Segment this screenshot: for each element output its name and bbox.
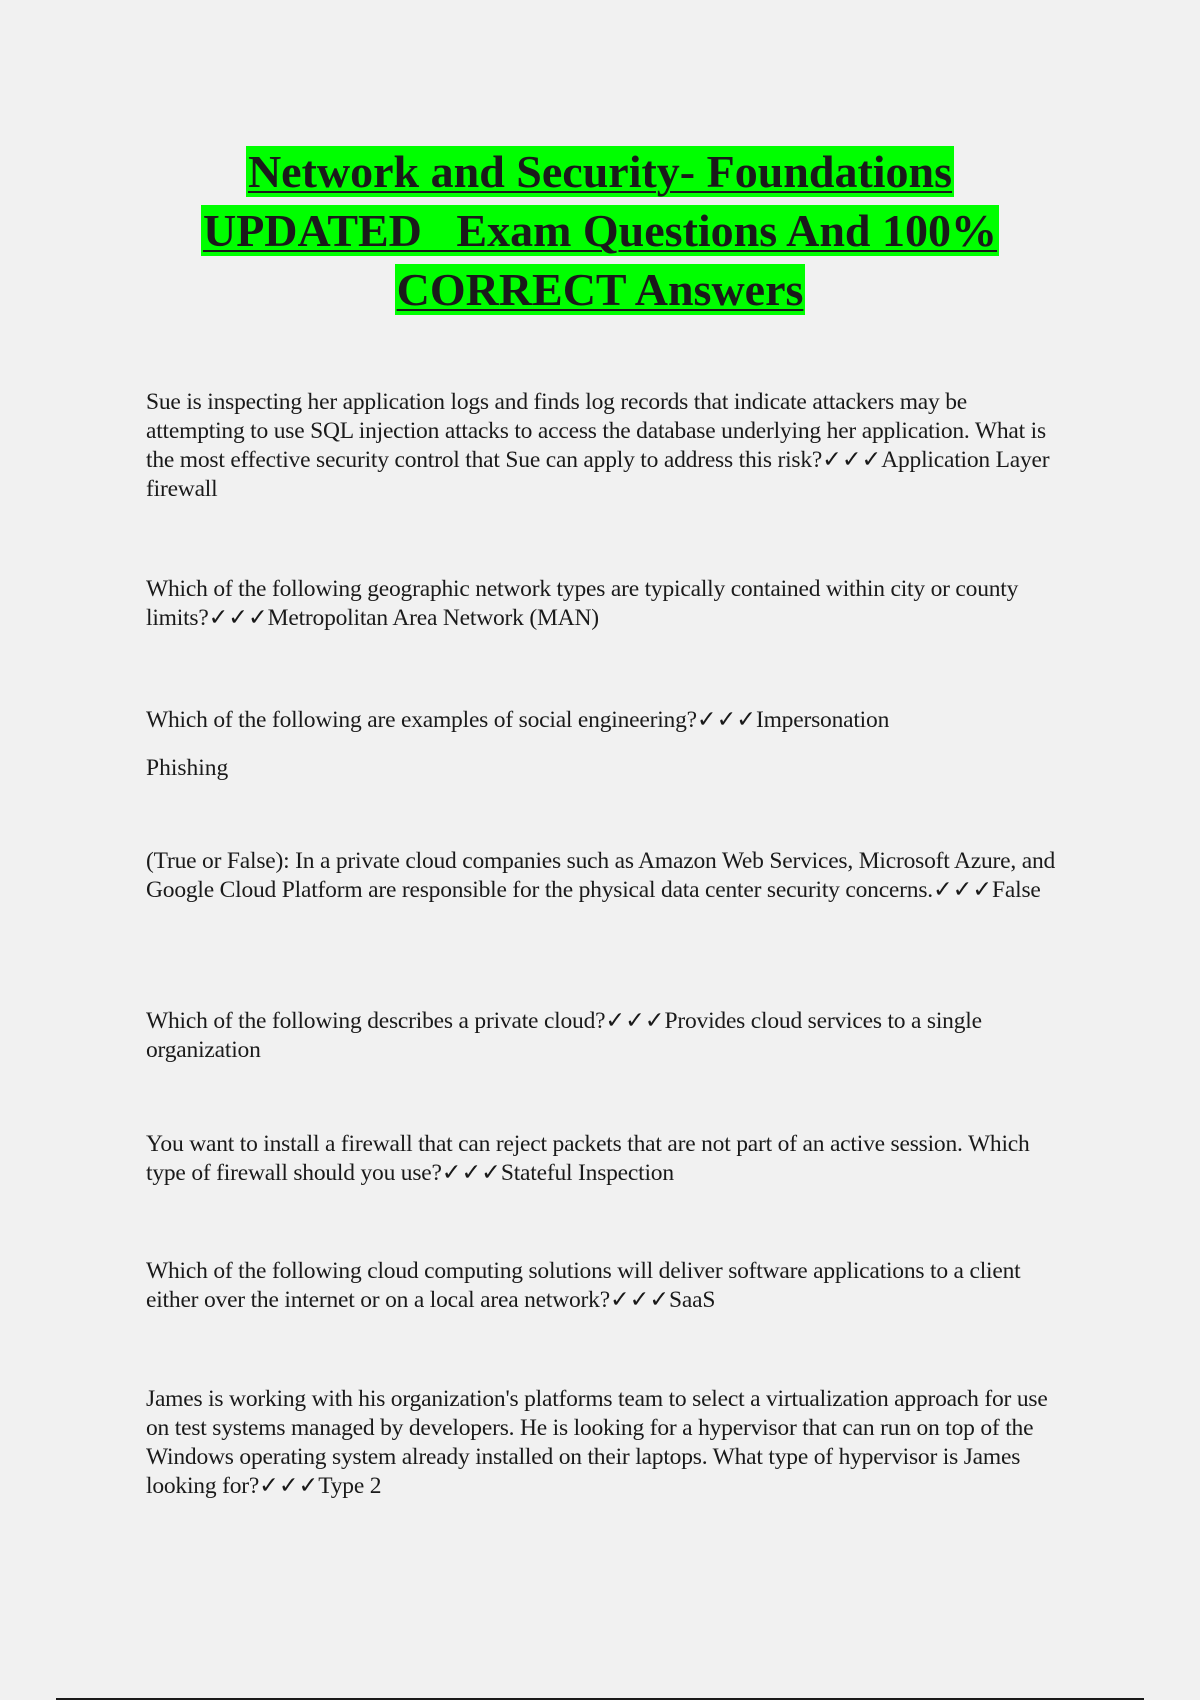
qa-item-3-extra-answer: Phishing [146,755,229,781]
qa-item-2 [146,575,1066,633]
qa-item-3 [146,706,1066,735]
check-marks: ✓✓✓ [696,707,756,733]
title-line-text: UPDATED Exam Questions And 100% [202,205,998,256]
qa-item-7 [146,1257,1066,1315]
question-text: Which of the following describes a private cloud? [146,1008,606,1034]
answer-text: False [992,877,1041,903]
check-marks: ✓✓✓ [208,605,268,631]
question-text: James is working with his organization's platforms team to select a virtualization approach for use on test systems managed by developers. He is looking for a hypervisor that can run on top of the Windows operating system already installed on their laptops. What type of hypervisor is James looking for? [146,1386,1048,1499]
title-line [100,201,1100,260]
answer-text: Provides cloud services to a single organization [146,1008,982,1063]
answer-text: Stateful Inspection [500,1160,674,1186]
question-text: Sue is inspecting her application logs and finds log records that indicate attackers may be attempting to use SQL injection attacks to access the database underlying her application. What is the most effective security control that Sue can apply to address this risk? [146,389,1046,473]
qa-item-8 [146,1385,1066,1501]
title-line-text: Network and Security- Foundations [247,146,953,197]
question-text: You want to install a firewall that can reject packets that are not part of an active session. Which type of firewall should you use? [146,1131,1030,1186]
check-marks: ✓✓✓ [605,1008,665,1034]
qa-item-4 [146,847,1066,905]
check-marks: ✓✓✓ [441,1160,501,1186]
title-line [100,142,1100,201]
title-line-text: CORRECT Answers [396,264,804,315]
answer-text: Application Layer firewall [146,447,1050,502]
qa-item-6 [146,1130,1066,1188]
answer-text: SaaS [669,1287,716,1313]
check-marks: ✓✓✓ [609,1287,670,1313]
question-text: Which of the following geographic network types are typically contained within city or county limits? [146,576,1019,631]
title-line [100,260,1100,319]
check-marks: ✓✓✓ [259,1473,319,1499]
question-text: Which of the following are examples of social engineering? [146,707,697,733]
check-marks: ✓✓✓ [932,877,993,903]
check-marks: ✓✓✓ [822,447,882,473]
answer-text: Type 2 [318,1473,382,1499]
answer-text: Metropolitan Area Network (MAN) [267,605,599,631]
question-text: (True or False): In a private cloud companies such as Amazon Web Services, Microsoft Azure, and Google Cloud Platform are responsible for the physical data center security concerns. [146,848,1056,903]
qa-item-1 [146,388,1066,504]
document-title [100,142,1100,319]
question-text: Which of the following cloud computing solutions will deliver software applications to a client either over the internet or on a local area network? [146,1258,1021,1313]
qa-item-5 [146,1007,1066,1065]
answer-text: Impersonation [755,707,890,733]
